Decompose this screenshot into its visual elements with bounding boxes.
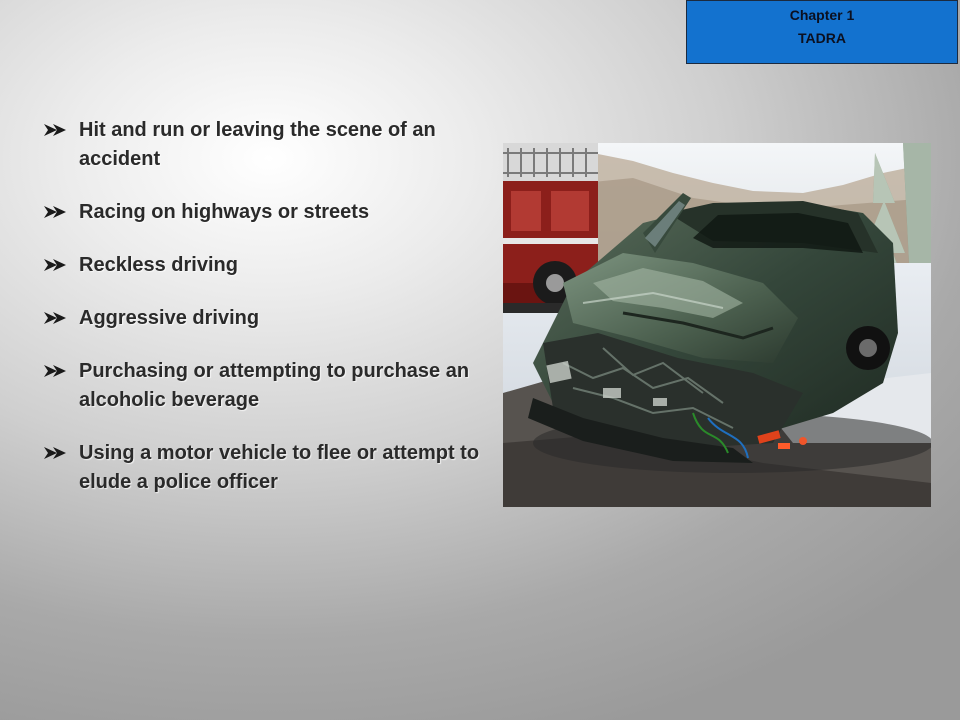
list-item bbox=[44, 357, 499, 415]
bullet-text: Hit and run or leaving the scene of an accident bbox=[79, 119, 436, 170]
arrow-bullet-icon bbox=[44, 205, 68, 219]
list-item bbox=[44, 439, 499, 497]
arrow-bullet-icon bbox=[44, 364, 68, 378]
bullet-text: Aggressive driving bbox=[79, 307, 260, 329]
list-item bbox=[44, 198, 499, 227]
chapter-header-box bbox=[686, 0, 958, 64]
bullet-text: Purchasing or attempting to purchase an alcoholic beverage bbox=[79, 360, 470, 411]
arrow-bullet-icon bbox=[44, 311, 68, 325]
arrow-bullet-icon bbox=[44, 258, 68, 272]
arrow-bullet-icon bbox=[44, 123, 68, 137]
arrow-bullet-icon bbox=[44, 446, 68, 460]
offense-bullet-list bbox=[44, 116, 499, 521]
list-item bbox=[44, 251, 499, 280]
list-item bbox=[44, 116, 499, 174]
bullet-text: Reckless driving bbox=[79, 254, 238, 276]
bullet-text: Using a motor vehicle to flee or attempt to elude a police officer bbox=[79, 442, 480, 493]
bullet-text: Racing on highways or streets bbox=[79, 201, 370, 223]
crash-scene-illustration bbox=[503, 143, 931, 507]
list-item bbox=[44, 304, 499, 333]
wrecked-car-photo bbox=[503, 143, 931, 507]
course-label: TADRA bbox=[798, 30, 846, 46]
chapter-label: Chapter 1 bbox=[789, 7, 855, 23]
